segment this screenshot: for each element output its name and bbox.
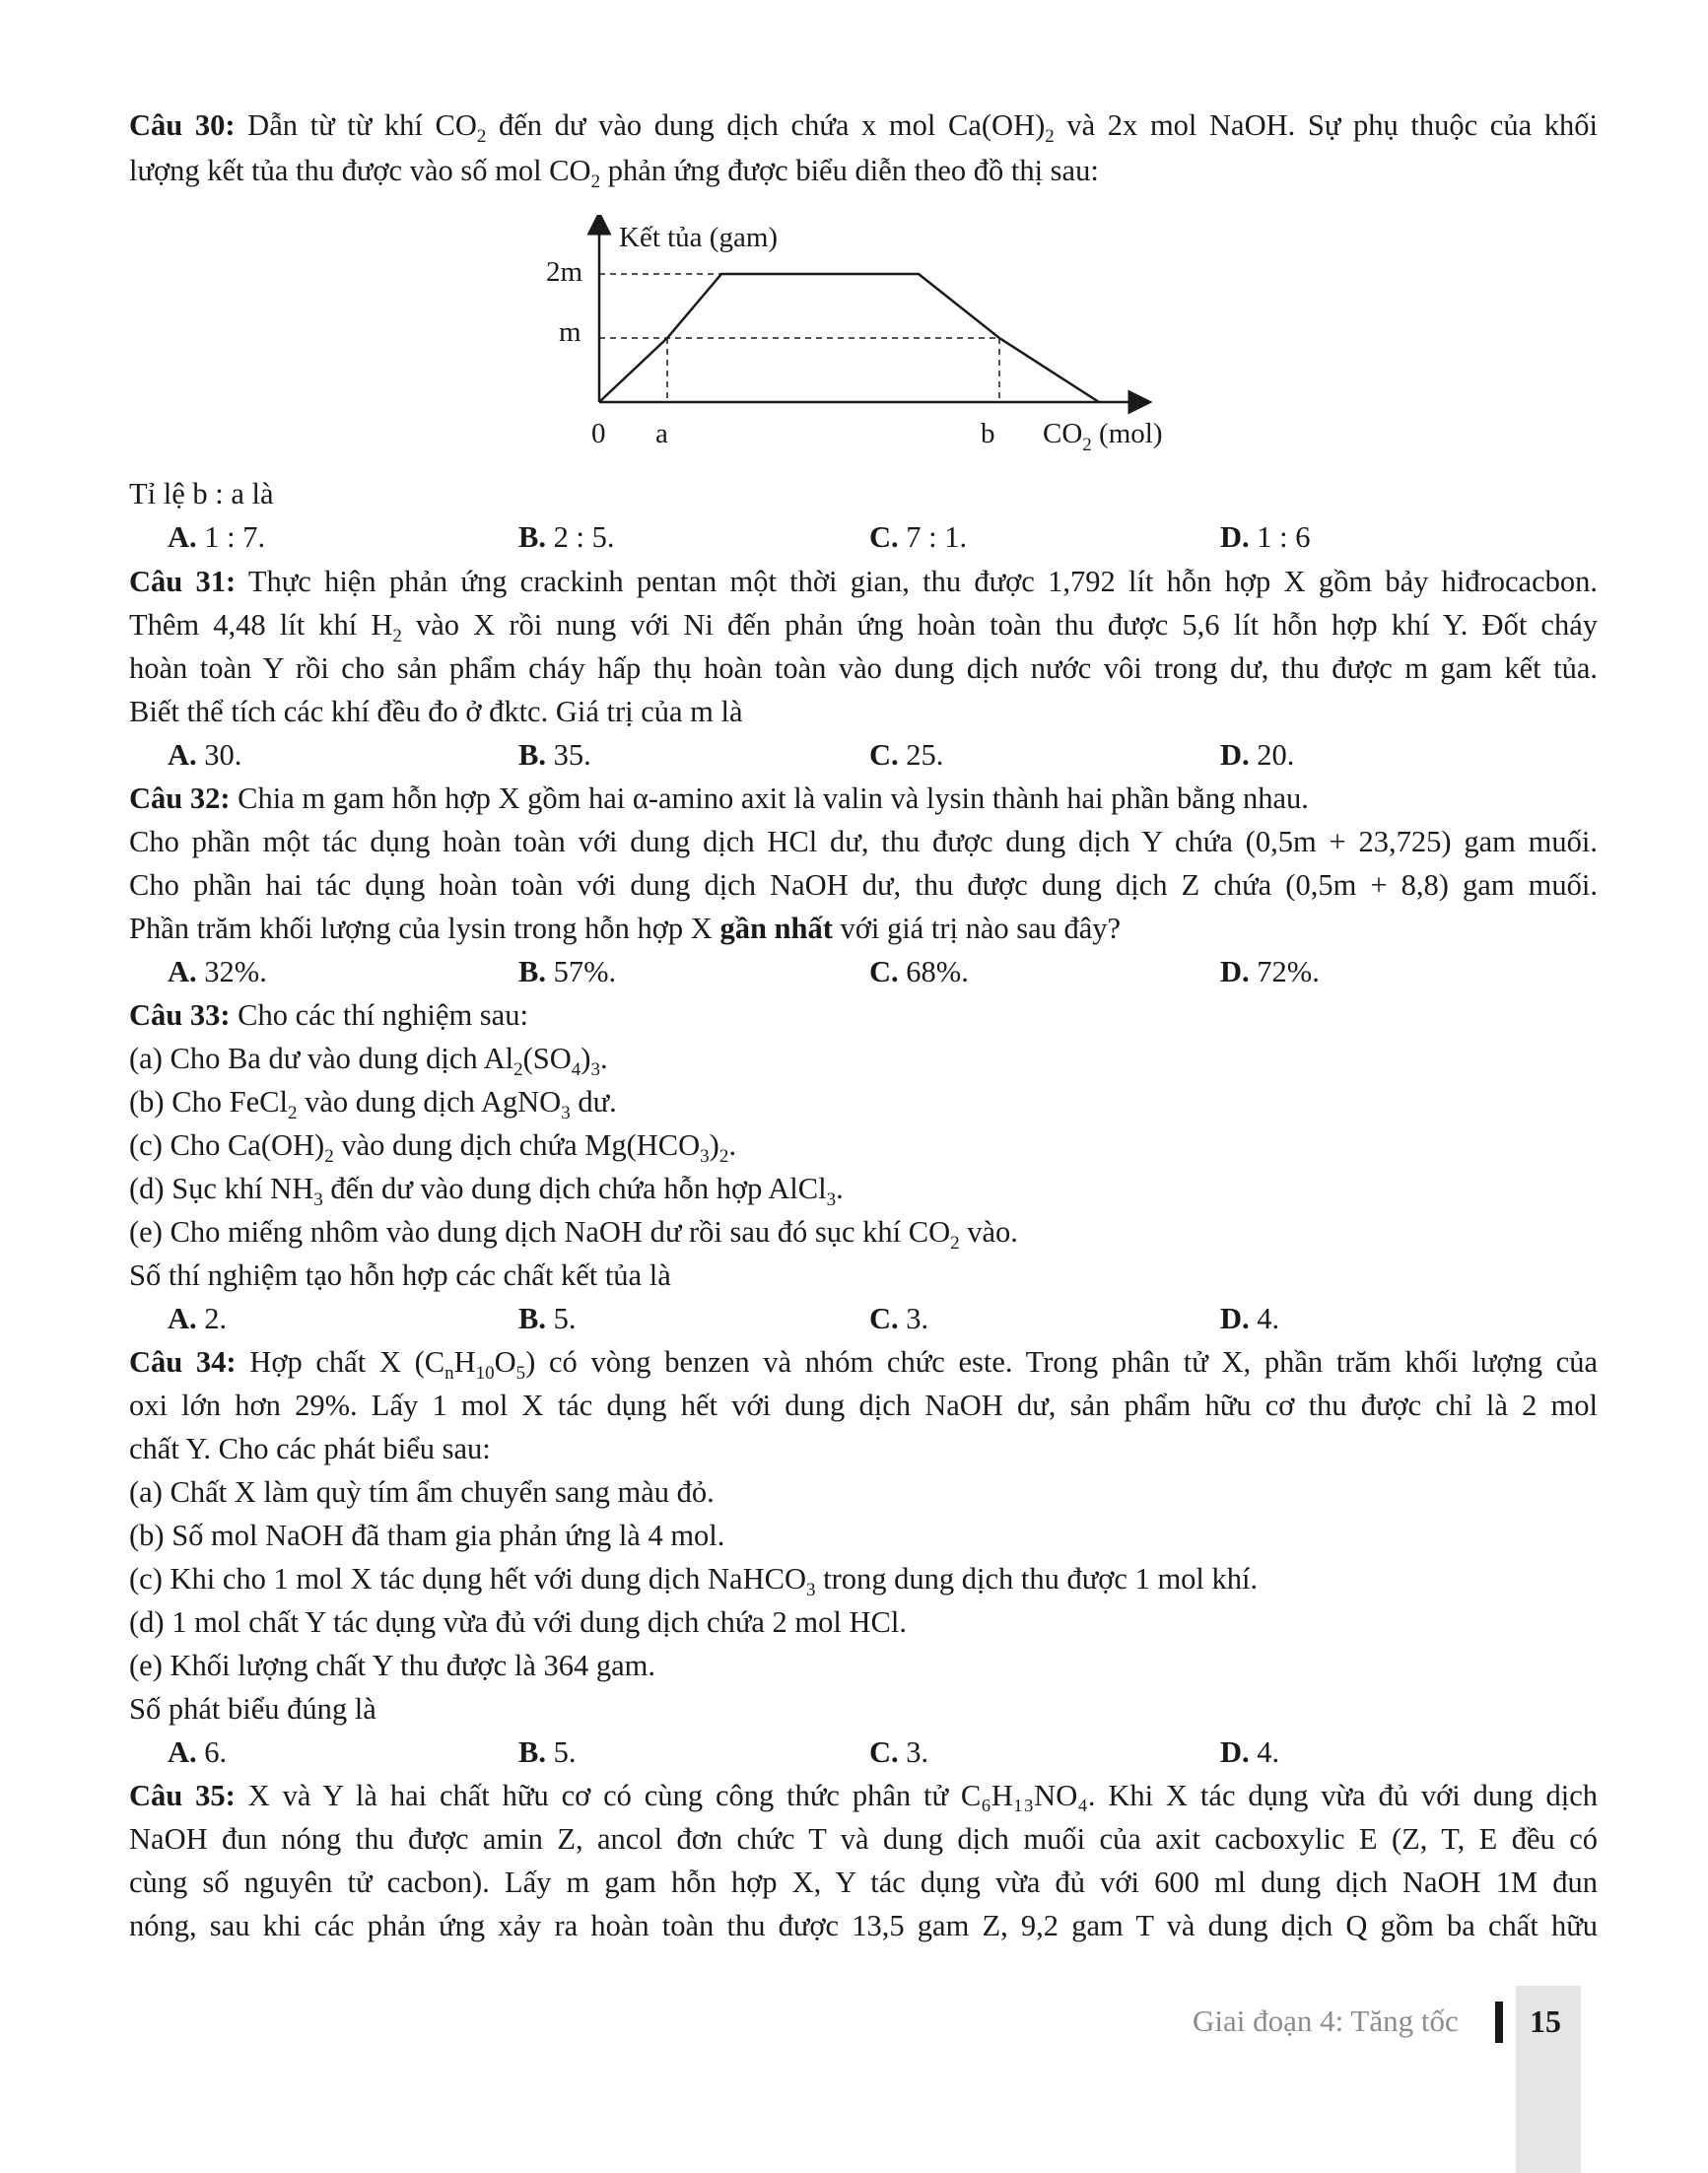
page-number: 15 xyxy=(1530,2003,1561,2039)
footer-divider xyxy=(1495,2002,1503,2043)
y-axis-label: Kết tủa (gam) xyxy=(619,222,779,253)
q35-line-3: cùng số nguyên tử cacbon). Lấy m gam hỗn hợp X, Y tác dụng vừa đủ với 600 ml dung dịch NaOH 1M đun xyxy=(129,1866,1598,1899)
q31-line-1: Câu 31: Thực hiện phản ứng crackinh pentan một thời gian, thu được 1,792 lít hỗn hợp X gồm bảy hiđrocacbon. xyxy=(129,565,1598,598)
answer-option: B. 5. xyxy=(518,1735,577,1769)
q34-line-2: oxi lớn hơn 29%. Lấy 1 mol X tác dụng hết với dung dịch NaOH dư, sản phẩm hữu cơ thu được chỉ là 2 mol xyxy=(129,1389,1598,1422)
q31-line-3: hoàn toàn Y rồi cho sản phẩm cháy hấp thụ hoàn toàn vào dung dịch nước vôi trong dư, thu được m gam kết tủa. xyxy=(129,651,1598,685)
answer-option: D. 4. xyxy=(1220,1735,1280,1769)
answer-option: A. 1 : 7. xyxy=(168,520,266,554)
answer-option: A. 2. xyxy=(168,1302,228,1335)
q35-line-2: NaOH đun nóng thu được amin Z, ancol đơn chức T và dung dịch muối của axit cacboxylic E (Z, T, E đều có xyxy=(129,1822,1598,1856)
q34-e: (e) Khối lượng chất Y thu được là 364 gam. xyxy=(129,1649,655,1682)
y-tick-label: m xyxy=(559,316,581,348)
answer-option: A. 32%. xyxy=(168,955,267,988)
x-tick-label: 0 xyxy=(591,418,606,449)
q32-options xyxy=(168,952,1547,991)
q33-options xyxy=(168,1299,1547,1338)
q34-d: (d) 1 mol chất Y tác dụng vừa đủ với dung dịch chứa 2 mol HCl. xyxy=(129,1605,907,1639)
q30-ask: Tỉ lệ b : a là xyxy=(129,477,274,510)
q31-line-4: Biết thể tích các khí đều đo ở đktc. Giá trị của m là xyxy=(129,695,743,728)
answer-option: D. 1 : 6 xyxy=(1220,520,1311,554)
q35-line-1: Câu 35: X và Y là hai chất hữu cơ có cùng công thức phân tử C₆H₁₃NO₄. Khi X tác dụng vừa đủ với dung dịch xyxy=(129,1779,1598,1812)
q30-line-2: lượng kết tủa thu được vào số mol $CO_2$ phản ứng được biểu diễn theo đồ thị sau: xyxy=(129,154,1099,192)
q33-line-1: Câu 33: Cho các thí nghiệm sau: xyxy=(129,998,528,1032)
answer-option: D. 4. xyxy=(1220,1302,1280,1335)
q30-line-1: Câu 30: Dẫn từ từ khí $CO_2$ đến dư vào dung dịch chứa x mol $Ca(OH)_2$ và 2x mol NaOH. Sự phụ thuộc của khối xyxy=(129,108,1598,147)
answer-option: A. 6. xyxy=(168,1735,228,1769)
answer-option: C. 3. xyxy=(869,1302,929,1335)
answer-option: C. 7 : 1. xyxy=(869,520,968,554)
dashed-guides xyxy=(599,274,999,402)
q34-line-3: chất Y. Cho các phát biểu sau: xyxy=(129,1432,491,1465)
answer-option: B. 57%. xyxy=(518,955,617,988)
x-tick-label: a xyxy=(655,418,668,449)
answer-option: B. 35. xyxy=(518,738,591,772)
q34-options xyxy=(168,1732,1547,1772)
q33-c: (c) Cho $Ca(OH)_2$ vào dung dịch chứa $Mg(HCO_3)_2$. xyxy=(129,1128,736,1167)
q31-options xyxy=(168,735,1547,775)
footer-section: Giai đoạn 4: Tăng tốc xyxy=(1193,2003,1459,2038)
answer-option: C. 3. xyxy=(869,1735,929,1769)
q33-d: (d) Sục khí $NH_3$ đến dư vào dung dịch chứa hỗn hợp AlCl$_3$. xyxy=(129,1172,844,1210)
x-axis-label: $CO_2$ (mol) xyxy=(1043,418,1163,455)
q34-c: (c) Khi cho 1 mol X tác dụng hết với dung dịch NaHCO$_3$ trong dung dịch thu được 1 mol khí. xyxy=(129,1562,1259,1600)
q32-line-3: Cho phần hai tác dụng hoàn toàn với dung dịch NaOH dư, thu được dung dịch Z chứa (0,5m + 8,8) gam muối. xyxy=(129,868,1598,902)
q34-line-1: Câu 34: Hợp chất X $(C_nH_{10}O_5)$ có vòng benzen và nhóm chức este. Trong phân tử X, phần trăm khối lượng của xyxy=(129,1345,1598,1384)
q35-line-4: nóng, sau khi các phản ứng xảy ra hoàn toàn thu được 13,5 gam Z, 9,2 gam T và dung dịch Q gồm ba chất hữu xyxy=(129,1909,1598,1942)
q34-ask: Số phát biểu đúng là xyxy=(129,1692,376,1726)
q32-line-2: Cho phần một tác dụng hoàn toàn với dung dịch HCl dư, thu được dung dịch Y chứa (0,5m + 23,725) gam muối. xyxy=(129,825,1598,858)
x-tick-label: b xyxy=(981,418,995,449)
q33-e: (e) Cho miếng nhôm vào dung dịch NaOH dư rồi sau đó sục khí $CO_2$ vào. xyxy=(129,1215,1018,1254)
precipitate-chart xyxy=(532,215,1183,461)
q30-options xyxy=(168,517,1547,557)
q32-line-1: Câu 32: Chia m gam hỗn hợp X gồm hai α-amino axit là valin và lysin thành hai phần bằng nhau. xyxy=(129,781,1309,815)
answer-option: B. 2 : 5. xyxy=(518,520,615,554)
q33-ask: Số thí nghiệm tạo hỗn hợp các chất kết tủa là xyxy=(129,1258,671,1292)
question-label: Câu 30: xyxy=(129,108,236,142)
q34-b: (b) Số mol NaOH đã tham gia phản ứng là 4 mol. xyxy=(129,1519,725,1552)
q31-line-2: Thêm 4,48 lít khí $H_2$ vào X rồi nung với Ni đến phản ứng hoàn toàn thu được 5,6 lít hỗn hợp khí Y. Đốt cháy xyxy=(129,608,1598,646)
answer-option: D. 20. xyxy=(1220,738,1295,772)
answer-option: C. 25. xyxy=(869,738,944,772)
q34-a: (a) Chất X làm quỳ tím ẩm chuyển sang màu đỏ. xyxy=(129,1475,715,1509)
q32-line-4: Phần trăm khối lượng của lysin trong hỗn hợp X gần nhất với giá trị nào sau đây? xyxy=(129,912,1122,945)
y-tick-label: 2m xyxy=(546,256,583,288)
answer-option: D. 72%. xyxy=(1220,955,1320,988)
q33-a: (a) Cho Ba dư vào dung dịch $Al_2(SO_4)_3$. xyxy=(129,1042,608,1080)
answer-option: A. 30. xyxy=(168,738,242,772)
answer-option: B. 5. xyxy=(518,1302,577,1335)
answer-option: C. 68%. xyxy=(869,955,969,988)
q33-b: (b) Cho FeCl$_2$ vào dung dịch AgNO$_3$ dư. xyxy=(129,1085,617,1123)
